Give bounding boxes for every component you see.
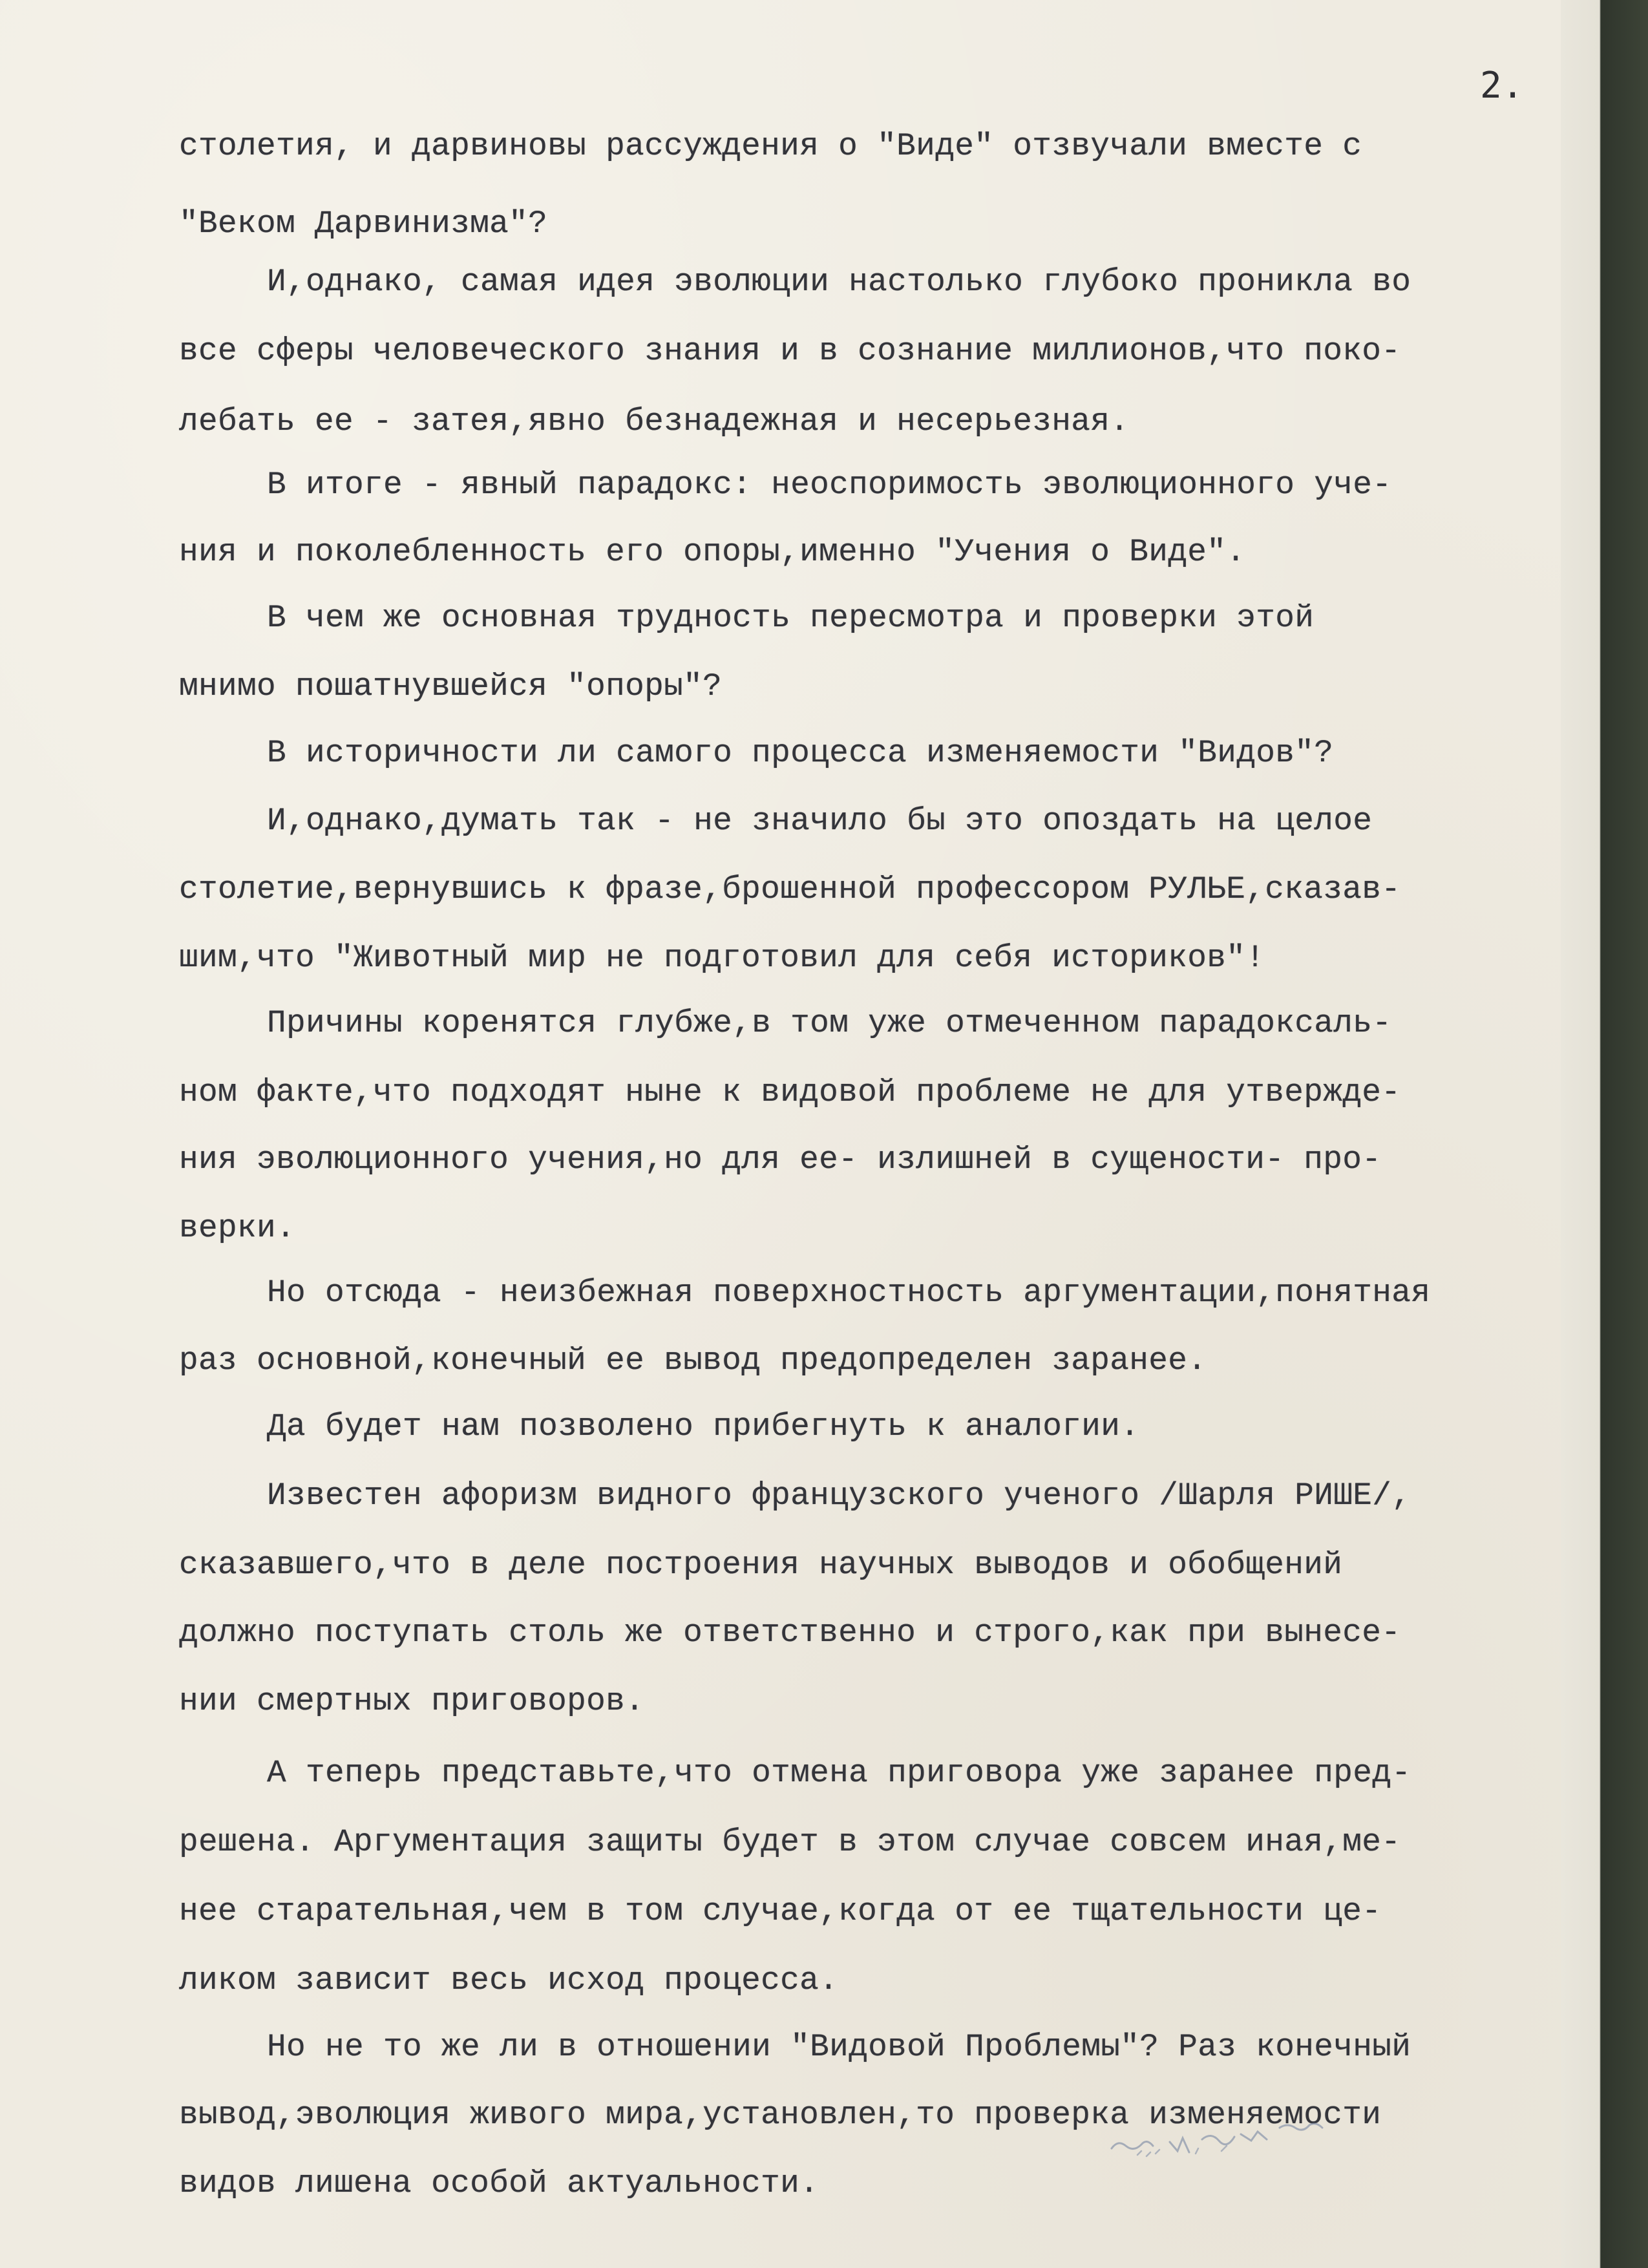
text-line: вывод,эволюция живого мира,установлен,то проверка изменяемости <box>179 2097 1382 2133</box>
text-line: Но отсюда - неизбежная поверхностность аргументации,понятная <box>267 1275 1431 1311</box>
text-line: столетия, и дарвиновы рассуждения о "Виде" отзвучали вместе с <box>179 128 1362 164</box>
text-line: видов лишена особой актуальности. <box>179 2165 819 2201</box>
text-line: нии смертных приговоров. <box>179 1683 645 1719</box>
text-line: решена. Аргументация защиты будет в этом случае совсем иная,ме- <box>179 1824 1401 1860</box>
text-line: Но не то же ли в отношении "Видовой Проблемы"? Раз конечный <box>267 2029 1411 2065</box>
text-line: В итоге - явный парадокс: неоспоримость эволюционного уче- <box>267 467 1392 503</box>
text-line: ном факте,что подходят ныне к видовой проблеме не для утвержде- <box>179 1074 1401 1110</box>
text-line: И,однако,думать так - не значило бы это опоздать на целое <box>267 803 1373 839</box>
text-line: "Веком Дарвинизма"? <box>179 206 548 242</box>
text-line: Да будет нам позволено прибегнуть к аналогии. <box>267 1408 1140 1445</box>
text-line: все сферы человеческого знания и в сознание миллионов,что поко- <box>179 333 1401 369</box>
text-line: И,однако, самая идея эволюции настолько глубоко проникла во <box>267 264 1411 300</box>
text-line: нее старательная,чем в том случае,когда от ее тщательности це- <box>179 1893 1382 1929</box>
text-line: столетие,вернувшись к фразе,брошенной профессором РУЛЬЕ,сказав- <box>179 871 1401 907</box>
text-line: Известен афоризм видного французского ученого /Шарля РИШЕ/, <box>267 1478 1411 1514</box>
text-line: В чем же основная трудность пересмотра и проверки этой <box>267 600 1315 636</box>
faint-stamp-mark <box>1099 2108 1357 2167</box>
text-line: должно поступать столь же ответственно и строго,как при вынесе- <box>179 1615 1401 1651</box>
text-line: шим,что "Животный мир не подготовил для себя историков"! <box>179 940 1265 976</box>
text-line: ния эволюционного учения,но для ее- излишней в сущености- про- <box>179 1141 1382 1178</box>
scan-background-edge <box>1561 0 1648 2268</box>
page-number: 2. <box>1480 65 1524 107</box>
text-line: ликом зависит весь исход процесса. <box>179 1962 839 1998</box>
text-line: верки. <box>179 1210 296 1246</box>
text-line: лебать ее - затея,явно безнадежная и несерьезная. <box>179 403 1130 440</box>
text-line: В историчности ли самого процесса изменяемости "Видов"? <box>267 735 1334 771</box>
text-line: раз основной,конечный ее вывод предопределен заранее. <box>179 1342 1207 1379</box>
text-line: сказавшего,что в деле построения научных выводов и обобщений <box>179 1547 1343 1583</box>
text-line: ния и поколебленность его опоры,именно "Учения о Виде". <box>179 534 1246 570</box>
text-line: мнимо пошатнувшейся "опоры"? <box>179 668 723 705</box>
text-line: Причины коренятся глубже,в том уже отмеченном парадоксаль- <box>267 1005 1392 1041</box>
text-line: А теперь представьте,что отмена приговора уже заранее пред- <box>267 1755 1411 1791</box>
